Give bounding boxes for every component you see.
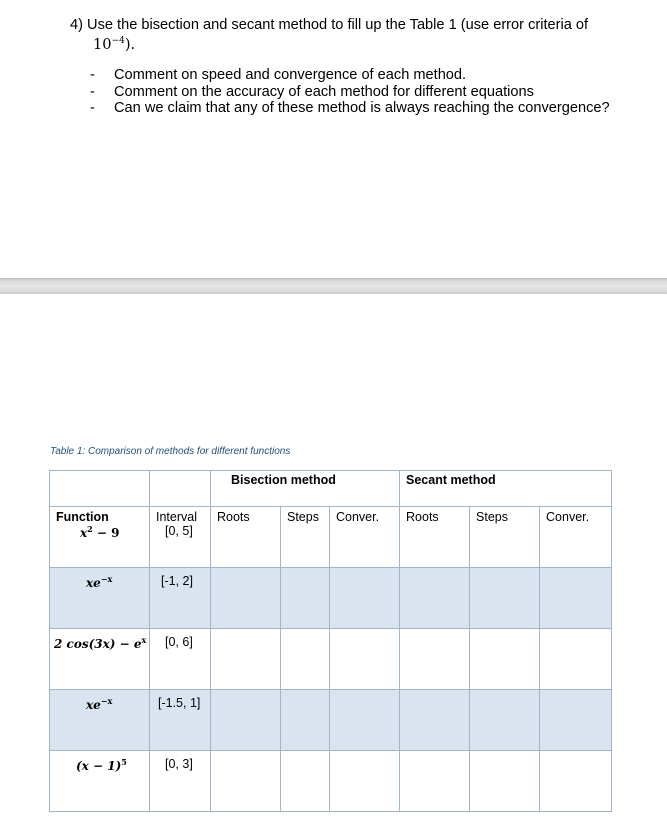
question-text: 4) Use the bisection and secant method to fill up the Table 1 (use error criteria of (70, 17, 589, 33)
secant-roots-cell[interactable] (400, 690, 470, 751)
bisection-conver-cell[interactable] (330, 568, 400, 629)
function-expression (50, 690, 149, 712)
secant-roots-cell[interactable] (400, 751, 470, 812)
fn-main: (x − 1) (76, 759, 122, 773)
bisection-conver-cell[interactable] (330, 629, 400, 690)
fn-exponent: 5 (121, 757, 127, 767)
table-caption: Table 1: Comparison of methods for different functions (50, 446, 291, 457)
secant-steps-cell[interactable] (470, 751, 540, 812)
page-break-divider (0, 278, 667, 294)
interval-cell (150, 507, 211, 568)
interval-cell (150, 751, 211, 812)
bisection-roots-cell[interactable] (211, 568, 281, 629)
secant-conver-cell[interactable] (540, 690, 612, 751)
bullet-dash: - (90, 100, 95, 116)
function-expression (50, 629, 149, 651)
bullet-text: Comment on speed and convergence of each method. (114, 67, 467, 83)
interval-value: [-1.5, 1] (158, 696, 201, 710)
fn-exponent: −x (100, 574, 113, 584)
bisection-conver-cell[interactable] (330, 690, 400, 751)
table-row (50, 751, 612, 812)
bisection-conver-cell[interactable] (330, 751, 400, 812)
secant-steps-cell[interactable] (470, 629, 540, 690)
fn-tail: − 9 (92, 526, 120, 540)
empty-header-cell (50, 471, 150, 507)
column-header-roots: Roots (406, 510, 439, 524)
function-cell (50, 690, 150, 751)
function-expression (50, 524, 149, 540)
secant-roots-cell[interactable] (400, 568, 470, 629)
function-cell (50, 507, 150, 568)
interval-cell (150, 568, 211, 629)
column-header-steps: Steps (476, 510, 508, 524)
interval-value: [0, 5] (165, 524, 193, 538)
empty-header-cell (150, 471, 211, 507)
secant-conver-cell[interactable] (540, 568, 612, 629)
function-cell (50, 629, 150, 690)
table-row (50, 568, 612, 629)
interval-value: [-1, 2] (161, 574, 193, 588)
column-header-steps: Steps (287, 510, 319, 524)
tolerance-end: ). (124, 36, 136, 53)
bullet-dash: - (90, 67, 95, 83)
fn-exponent: x (141, 635, 147, 645)
bullet-text: Can we claim that any of these method is always reaching the convergence? (114, 100, 610, 116)
interval-cell (150, 690, 211, 751)
group-header-row (50, 471, 612, 507)
tolerance-base: 10 (93, 36, 112, 53)
bullet-dash: - (90, 83, 95, 100)
comparison-table (49, 470, 612, 812)
bisection-conver-cell[interactable] (330, 507, 400, 568)
fn-main: 2 cos(3x) − e (54, 637, 142, 651)
secant-steps-cell[interactable] (470, 568, 540, 629)
function-cell (50, 751, 150, 812)
error-criteria (93, 36, 135, 53)
bisection-group-header: Bisection method (211, 471, 400, 507)
interval-cell (150, 629, 211, 690)
bisection-steps-cell[interactable] (281, 751, 330, 812)
interval-value: [0, 6] (165, 635, 193, 649)
secant-steps-cell[interactable] (470, 507, 540, 568)
secant-conver-cell[interactable] (540, 751, 612, 812)
bisection-roots-cell[interactable] (211, 507, 281, 568)
table-row (50, 690, 612, 751)
table-row (50, 629, 612, 690)
bisection-roots-cell[interactable] (211, 629, 281, 690)
column-header-function: Function (56, 510, 109, 524)
column-header-roots: Roots (217, 510, 250, 524)
secant-conver-cell[interactable] (540, 629, 612, 690)
fn-main: xe (86, 698, 101, 712)
secant-roots-cell[interactable] (400, 629, 470, 690)
fn-main: x (80, 526, 88, 540)
bisection-roots-cell[interactable] (211, 751, 281, 812)
list-item (90, 100, 610, 117)
bisection-roots-cell[interactable] (211, 690, 281, 751)
table-row (50, 507, 612, 568)
fn-main: xe (86, 576, 101, 590)
fn-exponent: −x (100, 696, 113, 706)
secant-roots-cell[interactable] (400, 507, 470, 568)
tolerance-exponent: −4 (111, 36, 125, 47)
function-cell (50, 568, 150, 629)
list-item (90, 84, 610, 101)
interval-value: [0, 3] (165, 757, 193, 771)
bisection-steps-cell[interactable] (281, 568, 330, 629)
bisection-steps-cell[interactable] (281, 507, 330, 568)
function-expression (50, 751, 149, 773)
document-page-top (0, 0, 667, 278)
secant-conver-cell[interactable] (540, 507, 612, 568)
function-expression (50, 568, 149, 590)
bullet-text: Comment on the accuracy of each method for different equations (114, 83, 534, 100)
fn-exponent: 2 (87, 524, 93, 534)
bisection-steps-cell[interactable] (281, 629, 330, 690)
list-item (90, 67, 610, 84)
column-header-interval: Interval (156, 510, 197, 524)
column-header-conver: Conver. (336, 510, 380, 524)
secant-steps-cell[interactable] (470, 690, 540, 751)
column-header-conver: Conver. (546, 510, 590, 524)
comment-list (90, 67, 610, 117)
secant-group-header: Secant method (400, 471, 612, 507)
bisection-steps-cell[interactable] (281, 690, 330, 751)
